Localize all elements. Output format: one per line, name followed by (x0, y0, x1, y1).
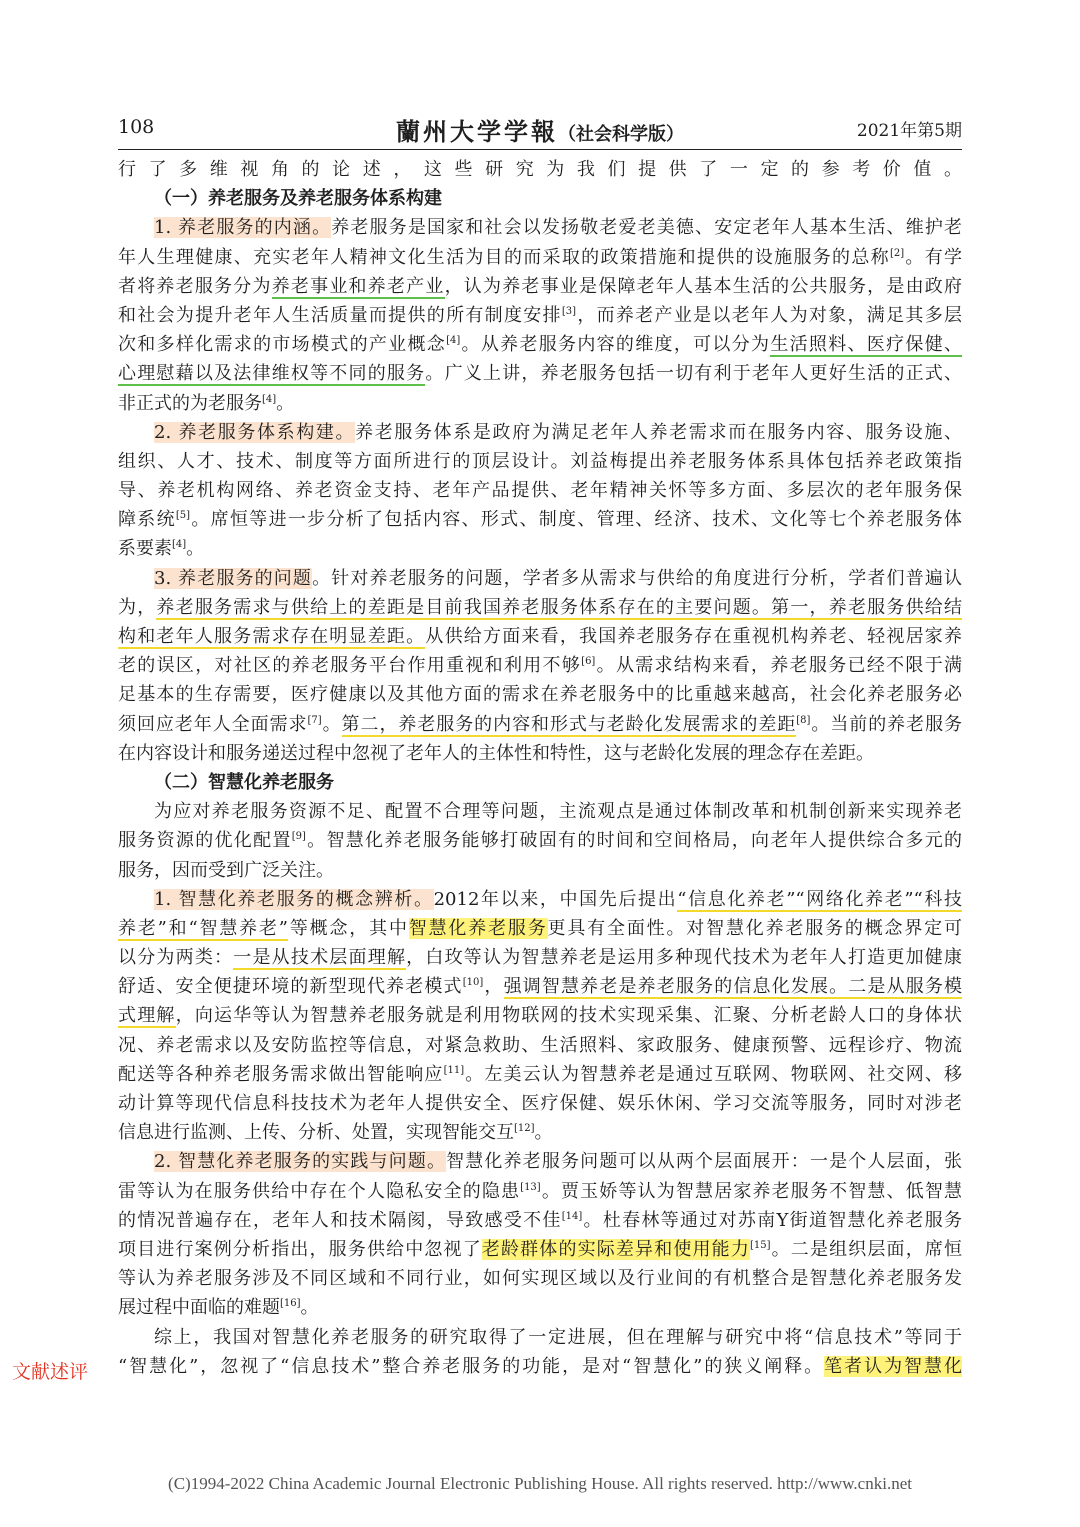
yellow-underline: 第二，养老服务的内容和形式与老龄化发展需求的差距 (341, 713, 797, 735)
text-line: 服务资源的优化配置[9]。智慧化养老服务能够打破固有的时间和空间格局，向老年人提供综合多元的 (118, 830, 962, 852)
citation: [11] (443, 1064, 465, 1076)
yellow-highlight: 老龄群体的实际差异和使用能力 (481, 1238, 750, 1260)
section-heading: （二）智慧化养老服务 (154, 771, 334, 793)
green-underline: 生活照料、医疗保健、 (770, 334, 962, 356)
text-line: 况、养老需求以及安防监控等信息，对紧急救助、生活照料、家政服务、健康预警、远程诊疗、物流 (118, 1034, 962, 1056)
citation: [4] (262, 393, 277, 405)
page-header (118, 112, 962, 146)
citation: [3] (561, 305, 577, 317)
text-line: 配送等各种养老服务需求做出智能响应[11]。左美云认为智慧养老是通过互联网、物联网、社交网、移 (118, 1063, 962, 1085)
yellow-underline: 养老服务需求与供给上的差距是目前我国养老服务体系存在的主要问题。第一，养老服务供给结 (156, 596, 962, 618)
text-line: 障系统[5]。席恒等进一步分析了包括内容、形式、制度、管理、经济、技术、文化等七个养老服务体 (118, 509, 962, 531)
subheading-highlight: 1. 智慧化养老服务的概念辨析。 (154, 888, 434, 910)
green-underline: 心理慰藉以及法律维权等不同的服务 (118, 363, 426, 385)
text-line: 1. 养老服务的内涵。养老服务是国家和社会以发扬敬老爱老美德、安定老年人基本生活、维护老 (154, 217, 962, 239)
text-line: 2. 养老服务体系构建。养老服务体系是政府为满足老年人养老需求而在服务内容、服务设施、 (154, 421, 962, 443)
text-line: 导、养老机构网络、养老资金支持、老年产品提供、老年精神关怀等多方面、多层次的老年服务保 (118, 480, 962, 502)
yellow-underline: 一是从技术层面理解 (233, 947, 407, 969)
citation: [12] (514, 1123, 535, 1135)
text-line: 养老”和“智慧养老”等概念，其中智慧化养老服务更具有全面性。对智慧化养老服务的概念界定可 (118, 917, 962, 939)
text-line: 心理慰藉以及法律维权等不同的服务。广义上讲，养老服务包括一切有利于老年人更好生活的正式、 (118, 363, 962, 385)
margin-annotation: 文献述评 (12, 1361, 89, 1383)
text-line: 动计算等现代信息科技技术为老年人提供安全、医疗保健、娱乐休闲、学习交流等服务，同时对涉老 (118, 1093, 962, 1114)
citation: [13] (520, 1181, 541, 1193)
text-line: 组织、人才、技术、制度等方面所进行的顶层设计。刘益梅提出养老服务体系具体包括养老政策指 (118, 450, 962, 472)
green-underline: 养老事业和养老产业 (271, 275, 445, 297)
text-line: 者将养老服务分为养老事业和养老产业，认为养老事业是保障老年人基本生活的公共服务，是由政府 (118, 275, 962, 297)
text-line: 行了多维视角的论述，这些研究为我们提供了一定的参考价值。 (118, 159, 962, 180)
citation: [6] (581, 656, 596, 668)
text-line: 信息进行监测、上传、分析、处置，实现智能交互[12]。 (118, 1122, 553, 1144)
citation: [4] (446, 335, 461, 347)
subheading-highlight: 3. 养老服务的问题 (154, 567, 313, 589)
text-line: 为，养老服务需求与供给上的差距是目前我国养老服务体系存在的主要问题。第一，养老服务供给结 (118, 596, 962, 618)
citation: [14] (561, 1210, 583, 1222)
citation: [7] (307, 714, 322, 726)
yellow-highlight: 笔者认为智慧化 (824, 1355, 962, 1377)
yellow-underline: 二是从服务模 (848, 976, 962, 998)
text-line: 构和老年人服务需求存在明显差距。从供给方面来看，我国养老服务存在重视机构养老、轻视居家养 (118, 626, 962, 647)
text-line: 为应对养老服务资源不足、配置不合理等问题，主流观点是通过体制改革和机制创新来实现养老 (154, 801, 962, 823)
text-line: 以分为两类：一是从技术层面理解，白玫等认为智慧养老是运用多种现代技术为老年人打造更加健康 (118, 947, 962, 969)
text-line: 在内容设计和服务递送过程中忽视了老年人的主体性和特性，这与老龄化发展的理念存在差距。 (118, 742, 874, 764)
text-line: 项目进行案例分析指出，服务供给中忽视了老龄群体的实际差异和使用能力[15]。二是组织层面，席恒 (118, 1238, 962, 1260)
yellow-underline: 构和老年人服务需求存在明显差距。 (118, 626, 426, 647)
subheading-highlight: 2. 养老服务体系构建。 (154, 421, 356, 443)
text-line: 展过程中面临的难题[16]。 (118, 1297, 319, 1319)
yellow-underline: 养老”和“智慧养老” (118, 917, 289, 939)
journal-logo: 蘭州大学学報 (396, 117, 558, 146)
journal-title (118, 112, 962, 147)
text-line: 服务，因而受到广泛关注。 (118, 859, 334, 881)
text-line: 1. 智慧化养老服务的概念辨析。2012年以来，中国先后提出“信息化养老”“网络化养老”“科技 (154, 888, 962, 910)
text-line: 舒适、安全便捷环境的新型现代养老模式[10]，强调智慧养老是养老服务的信息化发展。二是从服务模 (118, 976, 962, 998)
text-line: 雷等认为在服务供给中存在个人隐私安全的隐患[13]。贾玉娇等认为智慧居家养老服务不智慧、低智慧 (118, 1180, 962, 1202)
citation: [2] (889, 247, 905, 259)
text-line: 老的误区，对社区的养老服务平台作用重视和利用不够[6]。从需求结构来看，养老服务已经不限于满 (118, 655, 962, 677)
subheading-highlight: 2. 智慧化养老服务的实践与问题。 (154, 1151, 447, 1173)
text-line: 3. 养老服务的问题。针对养老服务的问题，学者多从需求与供给的角度进行分析，学者们普遍认 (154, 567, 962, 589)
header-rule (118, 149, 962, 150)
text-line: 须回应老年人全面需求[7]。第二，养老服务的内容和形式与老龄化发展需求的差距[8]。当前的养老服务 (118, 713, 962, 735)
yellow-highlight: 智慧化养老服务 (408, 917, 548, 939)
issue-label: 2021年第5期 (856, 121, 962, 141)
citation: [8] (796, 714, 811, 726)
citation: [4] (172, 539, 187, 551)
text-line: 次和多样化需求的市场模式的产业概念[4]。从养老服务内容的维度，可以分为生活照料、医疗保健、 (118, 334, 962, 356)
subheading-highlight: 1. 养老服务的内涵。 (154, 217, 332, 239)
citation: [15] (749, 1239, 771, 1251)
text-line: 年人生理健康、充实老年人精神文化生活为目的而采取的政策措施和提供的设施服务的总称[2]。有学 (118, 246, 962, 268)
yellow-underline: 式理解 (118, 1005, 176, 1027)
text-line: 非正式的为老服务[4]。 (118, 392, 295, 414)
text-line: 等认为养老服务涉及不同区域和不同行业，如何实现区域以及行业间的有机整合是智慧化养老服务发 (118, 1268, 962, 1290)
text-line: 2. 智慧化养老服务的实践与问题。智慧化养老服务问题可以从两个层面展开：一是个人层面，张 (154, 1151, 962, 1173)
citation: [10] (462, 977, 484, 989)
text-line: 足基本的生存需要，医疗健康以及其他方面的需求在养老服务中的比重越来越高，社会化养老服务必 (118, 684, 962, 706)
text-line: 式理解，向运华等认为智慧养老服务就是利用物联网的技术实现采集、汇聚、分析老龄人口的身体状 (118, 1005, 962, 1027)
text-line: “智慧化”，忽视了“信息技术”整合养老服务的功能，是对“智慧化”的狭义阐释。笔者认为智慧化 (118, 1355, 962, 1377)
article-body (118, 155, 962, 1381)
text-line: 的情况普遍存在，老年人和技术隔阂，导致感受不佳[14]。杜春林等通过对苏南Y街道智慧化养老服务 (118, 1209, 962, 1231)
citation: [9] (291, 831, 306, 843)
text-line: 系要素[4]。 (118, 538, 205, 560)
citation: [16] (280, 1298, 301, 1310)
journal-edition: （社会科学版） (558, 124, 684, 145)
text-line: 和社会为提升老年人生活质量而提供的所有制度安排[3]，而养老产业是以老年人为对象，满足其多层 (118, 304, 962, 326)
page-number: 108 (118, 116, 155, 138)
yellow-underline: “信息化养老”“网络化养老”“科技 (677, 888, 962, 910)
text-line: 综上，我国对智慧化养老服务的研究取得了一定进展，但在理解与研究中将“信息技术”等同于 (154, 1326, 962, 1348)
copyright-footer: (C)1994-2022 China Academic Journal Electronic Publishing House. All rights reserved. http://www.cnki.net (168, 1474, 912, 1493)
yellow-underline: 强调智慧养老是养老服务的信息化发展。 (503, 976, 849, 998)
section-heading: （一）养老服务及养老服务体系构建 (154, 188, 442, 210)
citation: [5] (175, 510, 191, 522)
